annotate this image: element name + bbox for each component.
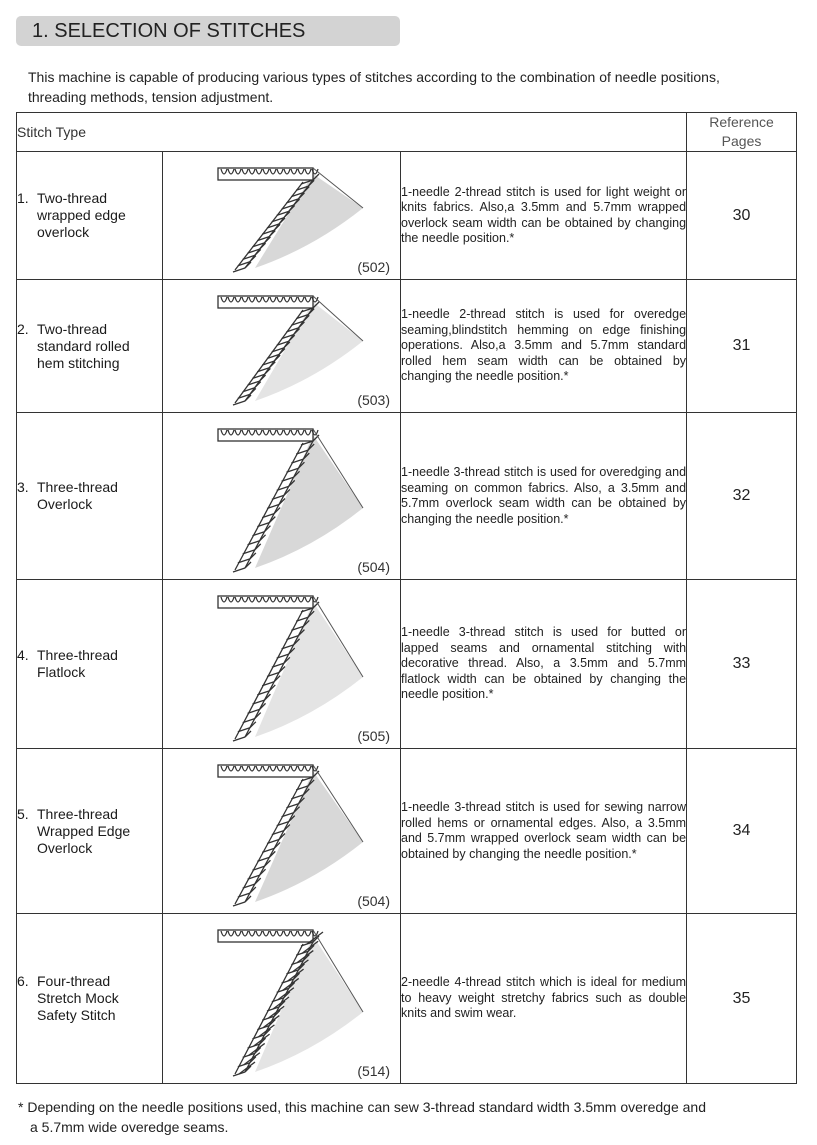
stitch-type-cell	[17, 280, 163, 413]
stitch-description: 2-needle 4-thread stitch which is ideal for medium to heavy weight stretchy fabrics such as double knits and swim wear.	[401, 914, 687, 1084]
header-stitch-type: Stitch Type	[17, 113, 687, 152]
stitch-type-line	[17, 355, 162, 372]
table-row	[17, 280, 797, 413]
stitch-description: 1-needle 3-thread stitch is used for sewing narrow rolled hems or ornamental edges. Also, a 3.5mm and 5.7mm wrapped overlock seam width can be obtained by changing the needle position.*	[401, 749, 687, 914]
stitch-type-name: Stretch Mock	[37, 990, 119, 1006]
stitch-type-name: Safety Stitch	[37, 1007, 116, 1023]
stitch-type-cell	[17, 580, 163, 749]
stitch-code: (505)	[357, 728, 390, 744]
table-row	[17, 152, 797, 280]
reference-page: 33	[687, 580, 797, 749]
stitch-number	[17, 840, 37, 857]
stitch-illustration	[163, 749, 399, 914]
stitch-illustration	[163, 413, 399, 580]
stitch-type-line	[17, 973, 162, 990]
header-reference-line-2: Pages	[721, 133, 762, 149]
stitch-number	[17, 990, 37, 1007]
stitch-type-line	[17, 664, 162, 681]
stitch-description: 1-needle 3-thread stitch is used for butted or lapped seams and ornamental stitching with decorative thread. Also, a 3.5mm and 5.7mm flatlock width can be obtained by changing the needle position.*	[401, 580, 687, 749]
stitch-illustration-cell	[163, 580, 401, 749]
stitch-description: 1-needle 2-thread stitch is used for overedge seaming,blindstitch hemming on edge finishing operations. Also,a 3.5mm and 5.7mm standard rolled hem seam width can be obtained by changing the needle position.*	[401, 280, 687, 413]
stitch-type-name: Overlock	[37, 839, 93, 856]
stitch-type-name: standard rolled	[37, 337, 130, 354]
stitch-type-line	[17, 207, 162, 224]
stitch-type-name: Three-thread	[37, 647, 118, 663]
stitch-type-name: wrapped edge	[37, 207, 126, 223]
stitch-type-cell	[17, 749, 163, 914]
reference-page: 32	[687, 413, 797, 580]
stitch-type-name: Overlock	[37, 496, 93, 512]
stitch-illustration-cell	[163, 413, 401, 580]
stitch-illustration	[163, 914, 399, 1084]
stitch-number	[17, 664, 37, 681]
stitch-illustration-cell	[163, 749, 401, 914]
intro-paragraph	[28, 67, 798, 107]
section-title-text: 1. SELECTION OF STITCHES	[32, 20, 306, 42]
stitch-type-name: Two-thread	[37, 190, 108, 206]
stitch-illustration-cell	[163, 914, 401, 1084]
stitch-number: 3.	[17, 479, 29, 495]
reference-page: 34	[687, 749, 797, 914]
stitch-code: (502)	[357, 259, 390, 275]
stitch-number: 6.	[17, 973, 29, 989]
stitch-type-cell	[17, 152, 163, 280]
stitch-code: (504)	[357, 893, 390, 909]
reference-page: 30	[687, 152, 797, 280]
stitch-number: 4.	[17, 647, 29, 663]
stitch-description: 1-needle 3-thread stitch is used for overedging and seaming on common fabrics. Also, a 3.5mm and 5.7mm overlock seam width can be obtained by changing the needle position.*	[401, 413, 687, 580]
stitch-number	[17, 1007, 37, 1024]
stitch-number	[17, 355, 37, 372]
stitch-number	[17, 823, 37, 840]
table-row	[17, 749, 797, 914]
intro-line-2: threading methods, tension adjustment.	[28, 89, 274, 105]
stitch-code: (503)	[357, 392, 390, 408]
stitch-type-line	[17, 840, 162, 857]
stitch-number	[17, 496, 37, 513]
stitch-type-name: Two-thread	[37, 320, 108, 337]
stitch-type-line	[17, 823, 162, 840]
reference-page: 35	[687, 914, 797, 1084]
stitch-type-line	[17, 806, 162, 823]
stitch-type-line	[17, 479, 162, 496]
table-row	[17, 580, 797, 749]
stitch-type-name: overlock	[37, 224, 90, 240]
stitch-type-name: Flatlock	[37, 664, 86, 680]
stitch-description: 1-needle 2-thread stitch is used for light weight or knits fabrics. Also,a 3.5mm and 5.7mm wrapped overlock seam width can be obtained by changing the needle position.*	[401, 152, 687, 280]
stitch-type-line	[17, 496, 162, 513]
footnote	[18, 1097, 808, 1137]
table-header-row	[17, 113, 797, 152]
stitch-type-line	[17, 647, 162, 664]
stitch-type-line	[17, 1007, 162, 1024]
stitch-illustration	[163, 580, 399, 749]
stitch-type-line	[17, 338, 162, 355]
stitch-type-line	[17, 321, 162, 338]
footnote-line-2: a 5.7mm wide overedge seams.	[30, 1119, 229, 1135]
footnote-line-1: * Depending on the needle positions used, this machine can sew 3-thread standard width 3.5mm overedge and	[18, 1099, 706, 1115]
header-reference-pages	[687, 113, 797, 152]
stitch-selection-table	[16, 112, 797, 1084]
stitch-type-line	[17, 190, 162, 207]
stitch-type-cell	[17, 914, 163, 1084]
stitch-illustration-cell	[163, 280, 401, 413]
fabric-shading	[255, 174, 363, 268]
stitch-type-name: hem stitching	[37, 354, 120, 371]
section-title	[16, 16, 400, 46]
stitch-type-cell	[17, 413, 163, 580]
stitch-number: 5.	[17, 805, 29, 822]
stitch-code: (504)	[357, 559, 390, 575]
reference-page: 31	[687, 280, 797, 413]
stitch-number	[17, 207, 37, 224]
stitch-type-line	[17, 224, 162, 241]
stitch-number: 1.	[17, 190, 29, 206]
header-reference-line-1: Reference	[709, 114, 774, 130]
stitch-code: (514)	[357, 1063, 390, 1079]
stitch-type-name: Wrapped Edge	[37, 822, 131, 839]
stitch-type-name: Four-thread	[37, 973, 111, 989]
fabric-shading	[255, 302, 363, 401]
intro-line-1: This machine is capable of producing various types of stitches according to the combination of needle positions,	[28, 69, 720, 85]
stitch-number: 2.	[17, 320, 29, 337]
stitch-type-name: Three-thread	[37, 805, 118, 822]
stitch-type-name: Three-thread	[37, 479, 118, 495]
stitch-illustration-cell	[163, 152, 401, 280]
table-row	[17, 413, 797, 580]
stitch-type-line	[17, 990, 162, 1007]
stitch-number	[17, 338, 37, 355]
stitch-number	[17, 224, 37, 241]
table-row	[17, 914, 797, 1084]
